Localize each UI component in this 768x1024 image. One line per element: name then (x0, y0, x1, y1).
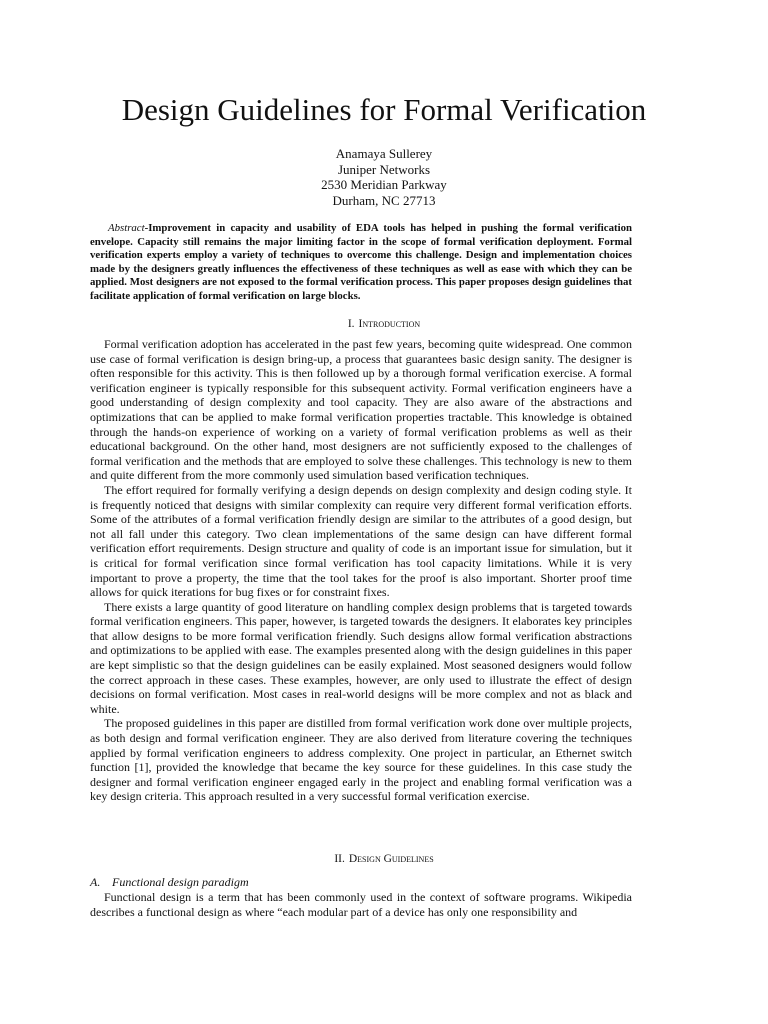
section-heading-introduction (0, 317, 768, 331)
paragraph: There exists a large quantity of good literature on handling complex design problems that is targeted towards formal verification engineers. This paper, however, is targeted towards the designers. It elaborates key principles that allow designs to be more formal verification friendly. Such designs allow formal verification abstractions and optimizations to be applied with ease. The examples presented along with the design guidelines in this paper are kept simplistic so that the design guidelines can be easily explained. Most seasoned designers would follow the correct approach in these cases. These examples, however, are only used to illustrate the effect of design decisions on formal verification. Most cases in real-world designs will be more complex and not as black and white. (90, 599, 632, 716)
author-block (0, 146, 768, 208)
section-number: II. (334, 853, 345, 865)
abstract-lead: Abstract (108, 222, 145, 234)
paragraph: The effort required for formally verifying a design depends on design complexity and design coding style. It is frequently noticed that designs with similar complexity can require very different formal verification efforts. Some of the attributes of a formal verification friendly design are similar to the attributes of a good design, but not all fall under this category. Two clean implementations of the same design can have different formal verification effort requirements. Design structure and quality of code is an important issue for simulation, but it is critical for formal verification since formal verification has tool capacity limitations. While it is very important to prove a property, the time that the tool takes for the proof is also important. Shorter proof time allows for quick iterations for bug fixes or for constraint fixes. (90, 482, 632, 600)
subsection-title: Functional design paradigm (112, 875, 249, 889)
section-heading-design-guidelines (0, 852, 768, 866)
section-title: Design Guidelines (348, 853, 434, 865)
section-number: I. (347, 318, 355, 330)
author-name: Anamaya Sullerey (335, 146, 433, 161)
paragraph: The proposed guidelines in this paper are distilled from formal verification work done over multiple projects, as both design and formal verification engineer. They are also derived from literature covering the techniques applied by formal verification engineers to address complexity. One project in particular, an Ethernet switch function [1], provided the knowledge that became the key source for these guidelines. In this case study the designer and formal verification engineer engaged early in the project and enabling formal verification was a key design criteria. This approach resulted in a very successful formal verification exercise. (90, 716, 632, 804)
author-affiliation: Juniper Networks (337, 161, 431, 177)
paragraph: Formal verification adoption has accelerated in the past few years, becoming quite widespread. One common use case of formal verification is design bring-up, a process that guarantees basic design sanity. The designer is often responsible for this activity. This is then followed up by a thorough formal verification exercise. A formal verification engineer is typically responsible for this subsequent activity. Formal verification engineers have a good understanding of design complexity and tool capacity. They are also aware of the abstractions and optimizations that can be applied to make formal verification properties tractable. This knowledge is obtained through the hands-on experience of working on a variety of formal verification problems as well as their educational background. On the other hand, most designers are not sufficiently exposed to the challenges of formal verification and the methods that are employed to solve these challenges. This technology is new to them and quite different from the more commonly used simulation based verification techniques. (90, 337, 632, 483)
subsection-heading (90, 875, 632, 889)
introduction-body (90, 337, 632, 804)
abstract (90, 222, 632, 304)
abstract-body: -Improvement in capacity and usability of EDA tools has helped in pushing the formal verification envelope. Capacity still remains the major limiting factor in the scope of formal verification deployment. Formal verification experts employ a variety of techniques to overcome this challenge. Design and implementation choices made by the designers greatly influences the effectiveness of these techniques as well as ease with which they can be applied. Most designers are not exposed to the formal verification process. This paper proposes design guidelines that facilitate application of formal verification on large blocks. (90, 222, 632, 302)
paper-title: Design Guidelines for Formal Verification (121, 92, 647, 127)
design-guidelines-body (90, 890, 632, 919)
author-street: 2530 Meridian Parkway (321, 177, 447, 192)
paragraph: Functional design is a term that has been commonly used in the context of software programs. Wikipedia describes a functional design as where “each modular part of a device has only one responsibility and (90, 890, 632, 919)
subsection-letter: A. (90, 875, 101, 889)
section-title: Introduction (358, 318, 421, 330)
author-city: Durham, NC 27713 (332, 192, 436, 208)
